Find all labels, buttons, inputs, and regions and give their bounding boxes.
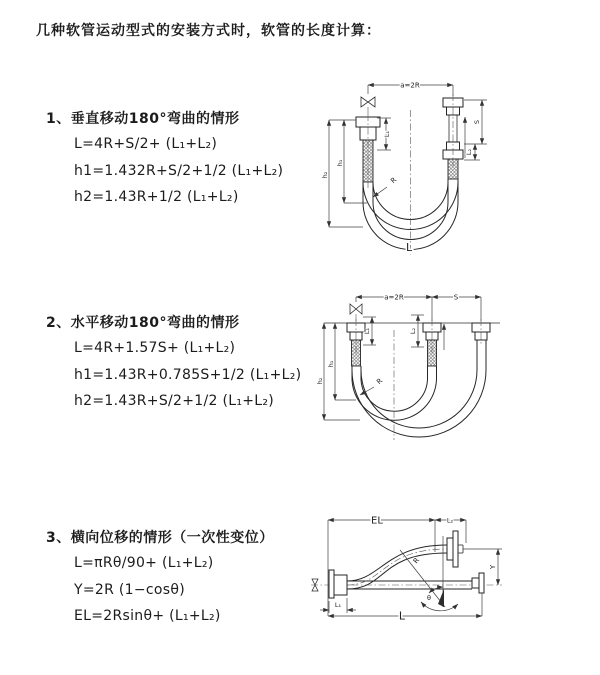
dim-label-r: R — [411, 556, 422, 566]
section-1-heading: 1、垂直移动180°弯曲的情形 — [46, 111, 240, 127]
dim-label-span: a=2R — [384, 293, 404, 302]
formula-line: EL=2Rsinθ+ (L₁+L₂) — [74, 608, 221, 624]
dim-l — [328, 568, 482, 623]
dim-label-s: S — [453, 293, 459, 302]
dim-label-h1: h₁ — [336, 159, 344, 167]
section-3-heading: 3、横向位移的情形（一次性变位） — [46, 530, 274, 546]
hose-s-curve — [347, 531, 463, 589]
dim-l2 — [464, 144, 480, 160]
dim-span — [368, 82, 453, 96]
dim-label-h1: h₁ — [327, 360, 335, 368]
dim-label-h2: h₂ — [321, 171, 329, 179]
dim-l1 — [363, 317, 376, 345]
middle-pipe-fitting — [423, 319, 444, 366]
dim-radius — [373, 176, 398, 197]
section-2-formulas — [74, 335, 301, 415]
formula-line: Y=2R (1−cosθ) — [74, 581, 185, 598]
dim-label-theta: θ — [427, 594, 431, 602]
section-3-formulas — [74, 550, 221, 630]
right-pipe-fitting — [443, 94, 465, 179]
dim-label-l1: L₁ — [383, 130, 391, 138]
dim-s — [464, 100, 487, 144]
dim-label-l1: L₁ — [334, 601, 342, 609]
dim-label-l: L — [406, 241, 413, 254]
dim-label-h2: h₂ — [316, 377, 324, 385]
dim-label-r: R — [389, 175, 399, 186]
diagram-horizontal-180-bend — [312, 283, 512, 453]
formula-line: L=4R+1.57S+ (L₁+L₂) — [74, 340, 236, 356]
section-1-formulas — [74, 131, 283, 211]
dim-label-r: R — [375, 376, 385, 387]
formula-line: h1=1.432R+S/2+1/2 (L₁+L₂) — [74, 162, 284, 179]
formula-line: h2=1.43R+S/2+1/2 (L₁+L₂) — [74, 393, 275, 409]
dim-label-l2: L₂ — [409, 327, 417, 335]
formula-line: L=πRθ/90+ (L₁+L₂) — [74, 555, 214, 571]
left-pipe-fitting — [356, 114, 380, 188]
dim-label-s: S — [473, 119, 481, 125]
angle-pointer — [438, 589, 444, 607]
section-2-heading: 2、水平移动180°弯曲的情形 — [46, 315, 240, 331]
dim-label-l2: L₂ — [446, 516, 454, 525]
formula-line: h2=1.43R+1/2 (L₁+L₂) — [74, 189, 239, 205]
dim-label-l1: L₁ — [363, 327, 371, 335]
dim-label-l2: L₂ — [465, 148, 473, 156]
formula-line: L=4R+S/2+ (L₁+L₂) — [74, 136, 218, 152]
dim-label-l: L — [398, 609, 406, 623]
dim-l1 — [320, 598, 356, 613]
dim-label-y: Y — [489, 564, 497, 570]
left-pipe-fitting — [347, 319, 365, 366]
dim-label-el: EL — [371, 515, 383, 527]
dim-l2 — [409, 315, 424, 347]
page-title: 几种软管运动型式的安装方式时，软管的长度计算： — [36, 23, 381, 39]
diagram-lateral-offset — [305, 508, 515, 623]
left-pipe-fitting — [329, 570, 347, 598]
hose-u-bend — [363, 110, 458, 255]
formula-line: h1=1.43R+0.785S+1/2 (L₁+L₂) — [74, 366, 302, 383]
dim-label-span: a=2R — [400, 81, 420, 90]
right-pipe-fitting — [472, 319, 490, 345]
diagram-vertical-180-bend — [315, 70, 590, 265]
hose-u-bend — [352, 330, 486, 440]
